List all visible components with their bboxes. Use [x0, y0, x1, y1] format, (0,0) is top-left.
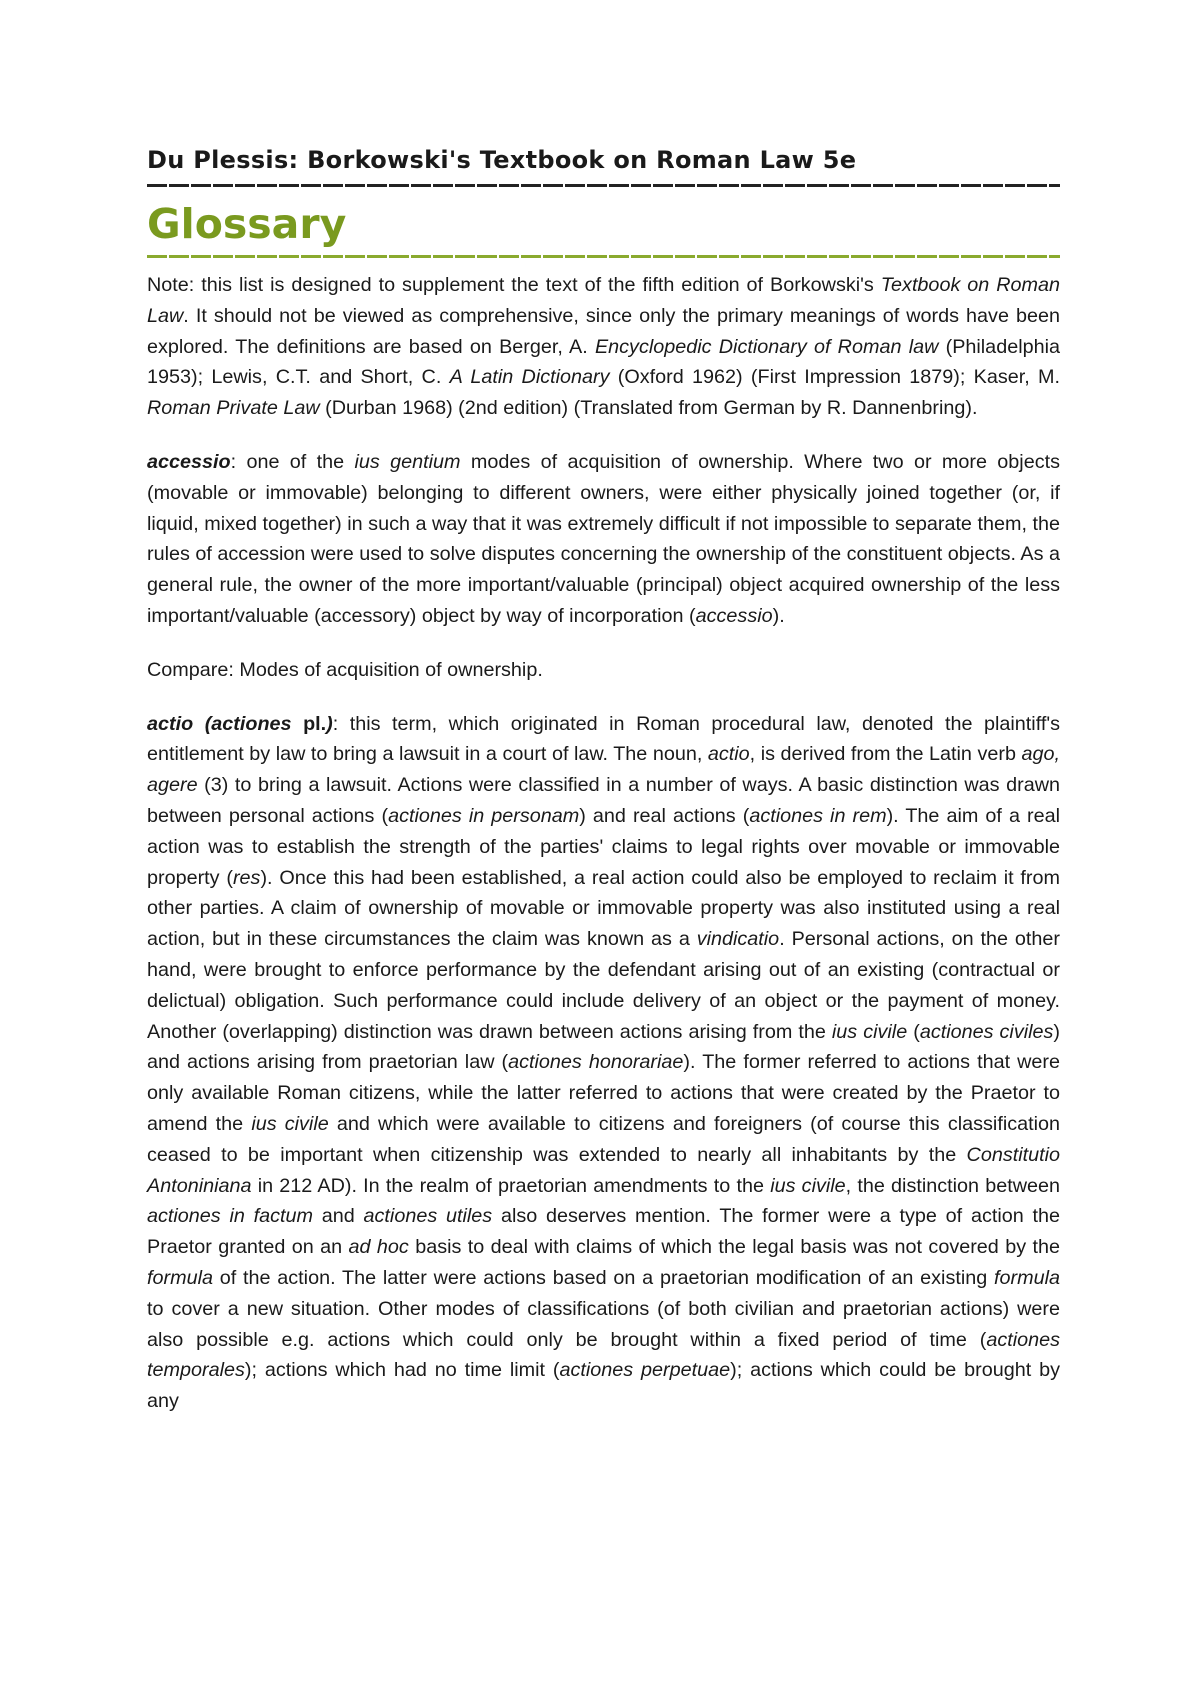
entry-text: to cover a new situation. Other modes of classifications (of both civilian and praetorian actions) were also possible e.g. actions which could only be brought within a fixed period of time (	[147, 1297, 1060, 1351]
note-italic: Textbook on Roman Law	[147, 274, 1061, 327]
entry-italic: actiones honorariae	[508, 1051, 684, 1074]
note-italic: Roman Private Law	[147, 397, 320, 420]
entry-italic: Constitutio Antoniniana	[147, 1143, 1060, 1197]
entry-italic: vindicatio	[696, 928, 780, 951]
note-text: . It should not be viewed as comprehensive, since only the primary meanings of words have been explored. The definitions are based on Berger, A.	[147, 304, 1060, 358]
entry-italic: actiones in rem	[749, 804, 887, 827]
entry-italic: ius civile	[831, 1020, 908, 1043]
entry-text: of the action. The latter were actions based on a praetorian modification of an existing	[212, 1266, 995, 1289]
entry-italic: actiones utiles	[363, 1205, 493, 1228]
entry-text: and which were available to citizens and foreigners (of course this classification ceased to be important when citizenship was extended to nearly all inhabitants by the	[147, 1112, 1060, 1166]
section-title: Glossary	[147, 200, 347, 248]
entry-italic: ius civile	[770, 1174, 846, 1197]
entry-text: modes of acquisition of ownership. Where two or more objects (movable or immovable) belonging to different owners, were either physically joined together (or, if liquid, mixed together) in such a way that it was extremely difficult if not impossible to separate them, the rules of accession were used to solve disputes concerning the ownership of the constituent objects. As a general rule, the owner of the more important/valuable (principal) object acquired ownership of the less important/valuable (accessory) object by way of incorporation (	[147, 450, 1060, 627]
note-text: Note: this list is designed to supplement the text of the fifth edition of Borkowski's	[147, 274, 881, 296]
entry-italic: actiones civiles	[919, 1020, 1054, 1043]
book-title: Du Plessis: Borkowski's Textbook on Roman Law 5e	[147, 146, 857, 174]
entry-accessio	[147, 447, 1060, 632]
entry-actio	[147, 709, 1060, 1417]
glossary-note	[147, 270, 1060, 424]
entry-italic: ad hoc	[348, 1236, 409, 1259]
entry-text: and	[312, 1205, 364, 1228]
note-text: (Durban 1968) (2nd edition) (Translated from German by R. Dannenbring).	[319, 397, 978, 420]
entry-text: , the distinction between	[845, 1174, 1061, 1197]
entry-italic: actiones in personam	[388, 804, 580, 827]
entry-italic: formula	[994, 1266, 1060, 1289]
entry-term: )	[326, 712, 333, 735]
entry-term-abbrev: pl.	[303, 712, 327, 735]
entry-text: ).	[772, 604, 785, 627]
entry-text: ) and real actions (	[579, 804, 750, 827]
entry-italic: actiones perpetuae	[559, 1359, 731, 1382]
entry-text: ). The former referred to actions that were only available Roman citizens, while the latter referred to actions that were created by the Praetor to amend the	[147, 1051, 1060, 1135]
entry-italic: ago, agere	[147, 743, 1060, 797]
entry-text: ). Once this had been established, a real action could also be employed to reclaim it from other parties. A claim of ownership of movable or immovable property was also instituted using a real action, but in these circumstances the claim was known as a	[147, 866, 1060, 951]
entry-italic: formula	[147, 1266, 213, 1289]
entry-text: : one of the	[230, 450, 355, 473]
entry-accessio-compare: Compare: Modes of acquisition of ownership.	[147, 658, 543, 681]
entry-term: accessio	[147, 450, 231, 473]
note-text: (Philadelphia 1953); Lewis, C.T. and Short, C.	[147, 335, 1060, 389]
entry-text: (3) to bring a lawsuit. Actions were classified in a number of ways. A basic distinction was drawn between personal actions (	[147, 774, 1060, 827]
note-text: (Oxford 1962) (First Impression 1879); Kaser, M.	[609, 366, 1060, 389]
note-italic: A Latin Dictionary	[449, 366, 610, 389]
entry-italic: ius civile	[251, 1112, 329, 1135]
entry-text: ); actions which could be brought by any	[147, 1359, 1060, 1413]
title-divider	[147, 255, 1060, 258]
entry-italic: actiones temporales	[147, 1328, 1060, 1382]
entry-text: ) and actions arising from praetorian law (	[147, 1020, 1060, 1074]
entry-text: basis to deal with claims of which the legal basis was not covered by the	[408, 1236, 1060, 1259]
entry-text: ); actions which had no time limit (	[244, 1359, 560, 1382]
entry-italic: actio	[707, 743, 750, 766]
entry-text: , is derived from the Latin verb	[749, 743, 1022, 766]
entry-text: also deserves mention. The former were a type of action the Praetor granted on an	[147, 1205, 1060, 1259]
entry-italic: actiones in factum	[147, 1205, 313, 1228]
entry-text: ). The aim of a real action was to establish the strength of the parties' claims to legal rights over movable or immovable property (	[147, 804, 1060, 889]
entry-text: (	[907, 1020, 920, 1043]
entry-italic: ius gentium	[354, 450, 461, 473]
entry-text: in 212 AD). In the realm of praetorian amendments to the	[251, 1174, 771, 1197]
entry-text: . Personal actions, on the other hand, were brought to enforce performance by the defendant arising out of an existing (contractual or delictual) obligation. Such performance could include delivery of an object or the payment of money. Another (overlapping) distinction was drawn between actions arising from the	[147, 928, 1060, 1043]
entry-text: : this term, which originated in Roman procedural law, denoted the plaintiff's entitlement by law to bring a lawsuit in a court of law. The noun,	[147, 712, 1060, 766]
entry-italic: accessio	[695, 604, 773, 627]
note-italic: Encyclopedic Dictionary of Roman law	[594, 335, 939, 358]
document-page	[147, 128, 1060, 1417]
entry-term: actio (actiones	[147, 712, 304, 735]
entry-italic: res	[232, 866, 261, 889]
